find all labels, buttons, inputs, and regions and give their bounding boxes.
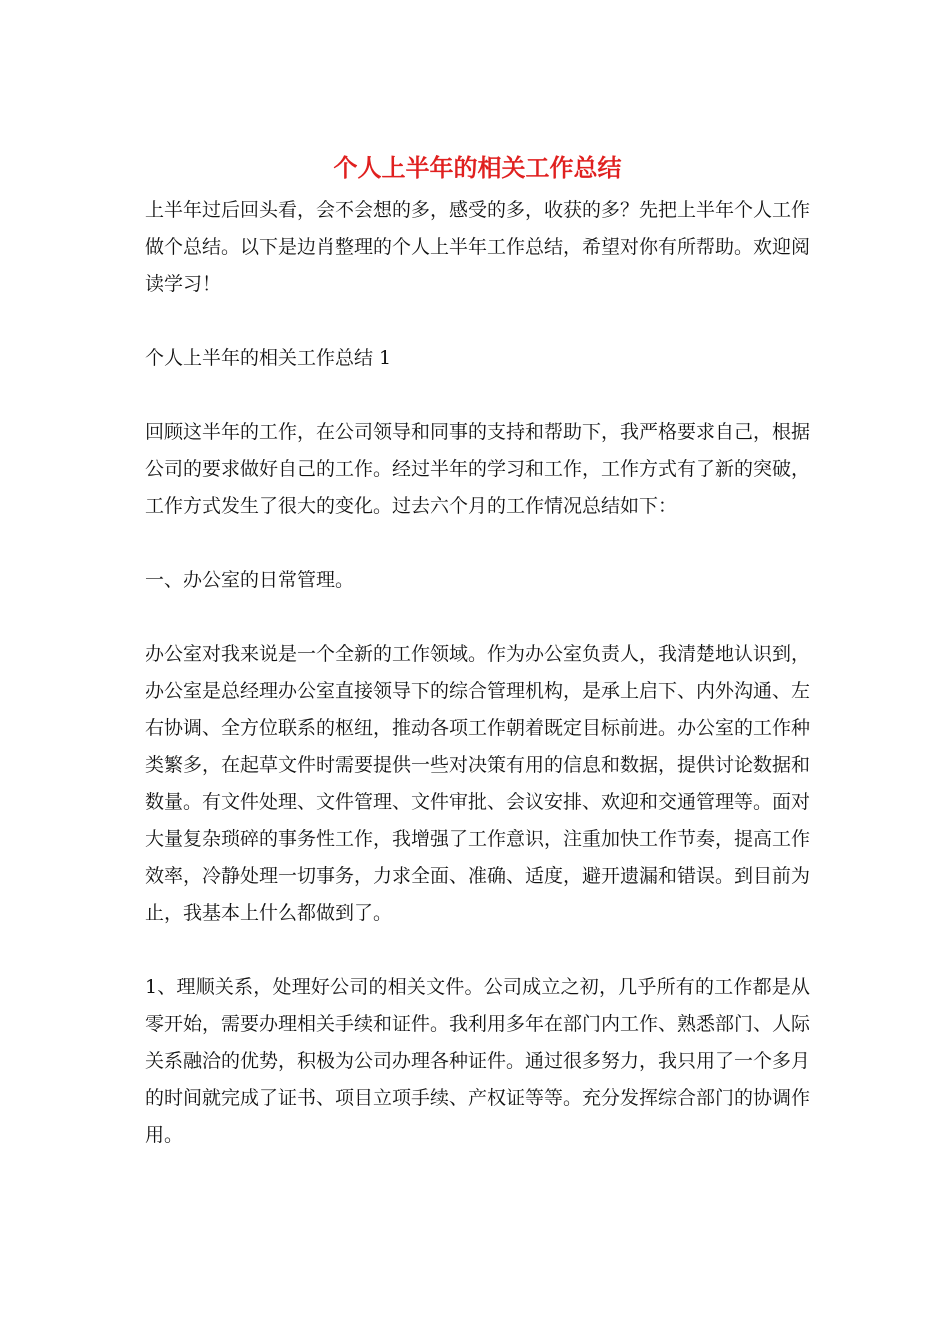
- document-title: 个人上半年的相关工作总结: [333, 153, 622, 182]
- item-1-paragraph: 1、理顺关系，处理好公司的相关文件。公司成立之初，几乎所有的工作都是从零开始，需要办理相关手续和证件。我利用多年在部门内工作、熟悉部门、人际关系融洽的优势，积极为公司办理各种证件。通过很多努力，我只用了一个多月的时间就完成了证书、项目立项手续、产权证等等。充分发挥综合部门的协调作用。: [145, 976, 811, 1146]
- intro-paragraph: 上半年过后回头看，会不会想的多，感受的多，收获的多？先把上半年个人工作做个总结。以下是边肖整理的个人上半年工作总结，希望对你有所帮助。欢迎阅读学习！: [145, 199, 811, 295]
- subsection-heading: 一、办公室的日常管理。: [145, 569, 355, 591]
- office-paragraph: 办公室对我来说是一个全新的工作领域。作为办公室负责人，我清楚地认识到，办公室是总经理办公室直接领导下的综合管理机构，是承上启下、内外沟通、左右协调、全方位联系的枢纽，推动各项工作朝着既定目标前进。办公室的工作种类繁多，在起草文件时需要提供一些对决策有用的信息和数据，提供讨论数据和数量。有文件处理、文件管理、文件审批、会议安排、欢迎和交通管理等。面对大量复杂琐碎的事务性工作，我增强了工作意识，注重加快工作节奏，提高工作效率，冷静处理一切事务，力求全面、准确、适度，避开遗漏和错误。到目前为止，我基本上什么都做到了。: [145, 643, 811, 924]
- review-paragraph: 回顾这半年的工作，在公司领导和同事的支持和帮助下，我严格要求自己，根据公司的要求做好自己的工作。经过半年的学习和工作，工作方式有了新的突破，工作方式发生了很大的变化。过去六个月的工作情况总结如下：: [145, 421, 811, 517]
- document-body: [145, 148, 810, 1191]
- section-heading: 个人上半年的相关工作总结 1: [145, 347, 392, 369]
